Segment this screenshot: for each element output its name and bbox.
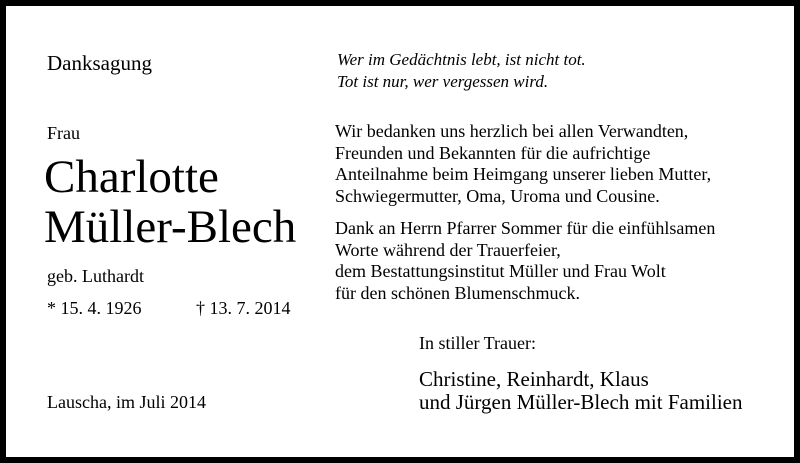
thanks-paragraph [335,121,711,207]
mourners-line: und Jürgen Müller-Blech mit Familien [419,390,743,414]
pastor-thanks-line: für den schönen Blumenschmuck. [335,282,580,303]
thanks-line: Wir bedanken uns herzlich bei allen Verwandten, [335,121,689,141]
honorific: Frau [47,123,80,143]
pastor-thanks-line: dem Bestattungsinstitut Müller und Frau Wolt [335,261,666,281]
deceased-last-name: Müller-Blech [44,201,297,253]
quote-line: Wer im Gedächtnis lebt, ist nicht tot. [337,50,586,69]
thanks-line: Freunden und Bekannten für die aufrichtige [335,142,651,163]
thanks-line: Schwiegermutter, Oma, Uroma und Cousine. [335,185,660,206]
pastor-thanks-line: Worte während der Trauerfeier, [335,239,561,260]
notice-heading: Danksagung [47,51,152,75]
quote-line: Tot ist nur, wer vergessen wird. [337,72,549,91]
maiden-name: geb. Luthardt [47,266,144,286]
mourning-label: In stiller Trauer: [419,333,536,353]
thanks-line: Anteilnahme beim Heimgang unserer lieben Mutter, [335,164,712,184]
death-date: † 13. 7. 2014 [196,298,291,318]
pastor-thanks-line: Dank an Herrn Pfarrer Sommer für die einfühlsamen [335,218,716,238]
birth-date: * 15. 4. 1926 [47,298,142,318]
place-and-date: Lauscha, im Juli 2014 [47,392,206,412]
pastor-thanks-paragraph [335,218,715,304]
mourners-line: Christine, Reinhardt, Klaus [419,367,649,391]
deceased-first-name: Charlotte [44,151,219,203]
